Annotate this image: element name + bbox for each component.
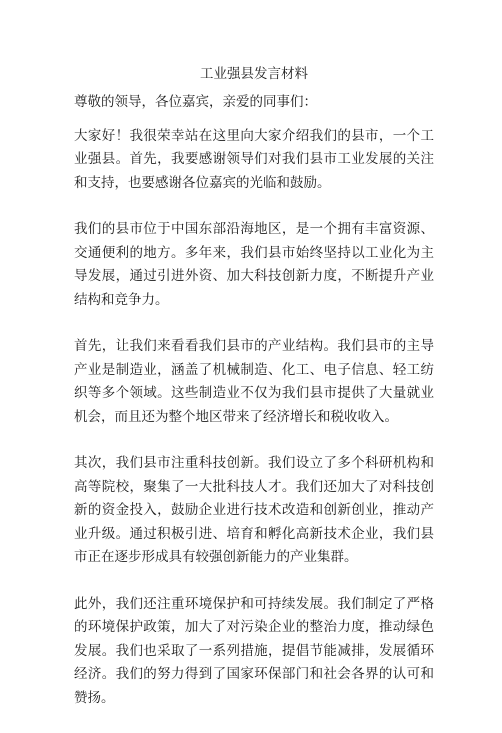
paragraph-2: 我们的县市位于中国东部沿海地区，是一个拥有丰富资源、交通便利的地方。多年来，我们县市始终坚持以工业化为主导发展，通过引进外资、加大科技创新力度，不断提升产业结构和竞争力。	[74, 221, 434, 308]
document-title: 工业强县发言材料	[200, 66, 308, 82]
paragraph-5: 此外，我们还注重环境保护和可持续发展。我们制定了严格的环境保护政策，加大了对污染企业的整治力度，推动绿色发展。我们也采取了一系列措施，提倡节能减排，发展循环经济。我们的努力得到了国家环保部门和社会各界的认可和赞扬。	[74, 595, 434, 706]
greeting-line: 尊敬的领导，各位嘉宾，亲爱的同事们：	[74, 94, 317, 110]
paragraph-1: 大家好！我很荣幸站在这里向大家介绍我们的县市，一个工业强县。首先，我要感谢领导们对我们县市工业发展的关注和支持，也要感谢各位嘉宾的光临和鼓励。	[74, 127, 434, 191]
paragraph-3: 首先，让我们来看看我们县市的产业结构。我们县市的主导产业是制造业，涵盖了机械制造、化工、电子信息、轻工纺织等多个领域。这些制造业不仅为我们县市提供了大量就业机会，而且还为整个地区带来了经济增长和税收收入。	[74, 338, 434, 425]
document-page	[74, 64, 434, 733]
paragraph-4: 其次，我们县市注重科技创新。我们设立了多个科研机构和高等院校，聚集了一大批科技人才。我们还加大了对科技创新的资金投入，鼓励企业进行技术改造和创新创业，推动产业升级。通过积极引进、培育和孵化高新技术企业，我们县市正在逐步形成具有较强创新能力的产业集群。	[74, 455, 434, 565]
